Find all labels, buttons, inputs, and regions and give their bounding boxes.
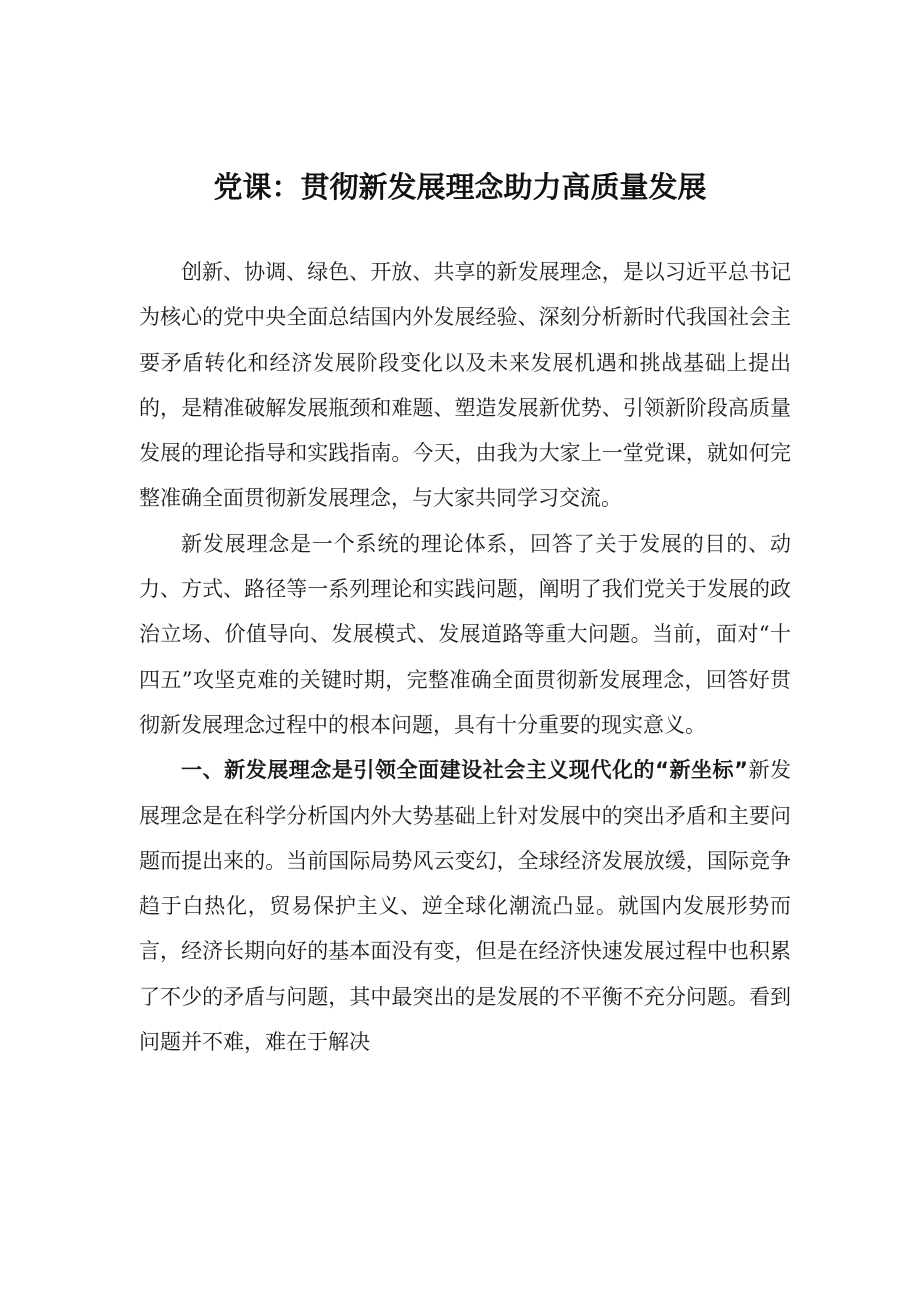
document-body (139, 250, 791, 1065)
section-paragraph-text: 新发展理念是在科学分析国内外大势基础上针对发展中的突出矛盾和主要问题而提出来的。当前国际局势风云变幻，全球经济发展放缓，国际竞争趋于白热化，贸易保护主义、逆全球化潮流凸显。就国内发展形势而言，经济长期向好的基本面没有变，但是在经济快速发展过程中也积累了不少的矛盾与问题，其中最突出的是发展的不平衡不充分问题。看到问题并不难，难在于解决 (139, 758, 792, 1055)
paragraph-system: 新发展理念是一个系统的理论体系，回答了关于发展的目的、动力、方式、路径等一系列理论和实践问题，阐明了我们党关于发展的政治立场、价值导向、发展模式、发展道路等重大问题。当前，面对“十四五”攻坚克难的关键时期，完整准确全面贯彻新发展理念，回答好贯彻新发展理念过程中的根本问题，具有十分重要的现实意义。 (139, 531, 791, 737)
paragraph-section-one (139, 748, 791, 1065)
section-heading: 一、新发展理念是引领全面建设社会主义现代化的“新坐标” (181, 758, 748, 783)
paragraph-intro: 创新、协调、绿色、开放、共享的新发展理念，是以习近平总书记为核心的党中央全面总结国内外发展经验、深刻分析新时代我国社会主要矛盾转化和经济发展阶段变化以及未来发展机遇和挑战基础上提出的，是精准破解发展瓶颈和难题、塑造发展新优势、引领新阶段高质量发展的理论指导和实践指南。今天，由我为大家上一堂党课，就如何完整准确全面贯彻新发展理念，与大家共同学习交流。 (139, 260, 791, 511)
document-title: 党课：贯彻新发展理念助力高质量发展 (213, 170, 707, 204)
